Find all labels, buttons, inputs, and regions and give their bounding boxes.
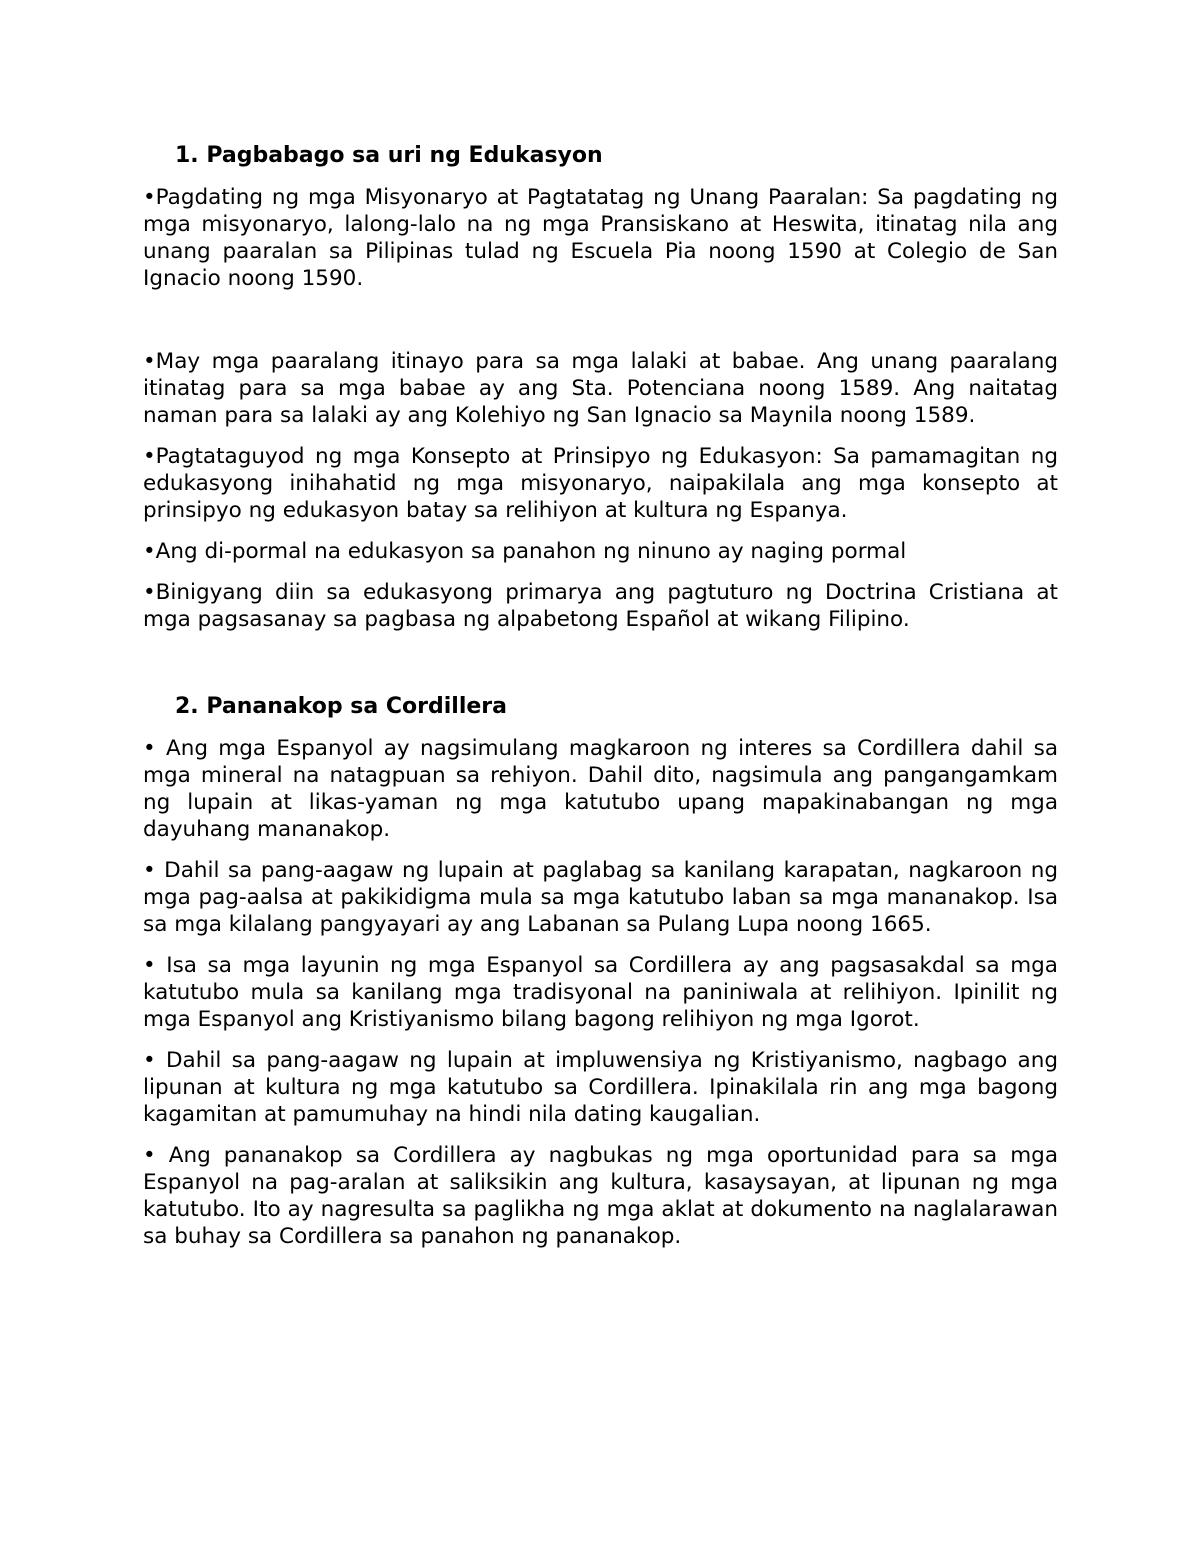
- section-2-paragraph-4: • Dahil sa pang-aagaw ng lupain at impluwensiya ng Kristiyanismo, nagbago ang lipunan at kultura ng mga katutubo sa Cordillera. Ipinakilala rin ang mga bagong kagamitan at pamumuhay na hindi nila dating kaugalian.: [143, 1048, 1058, 1127]
- spacer: [143, 647, 1058, 691]
- section-1-paragraph-1: •Pagdating ng mga Misyonaryo at Pagtatatag ng Unang Paaralan: Sa pagdating ng mga misyonaryo, lalong-lalo na ng mga Pransiskano at Heswita, itinatag nila ang unang paaralan sa Pilipinas tulad ng Escuela Pia noong 1590 at Colegio de San Ignacio noong 1590.: [143, 185, 1058, 291]
- section-1-paragraph-2: •May mga paaralang itinayo para sa mga lalaki at babae. Ang unang paaralang itinatag para sa mga babae ay ang Sta. Potenciana noong 1589. Ang naitatag naman para sa lalaki ay ang Kolehiyo ng San Ignacio sa Maynila noong 1589.: [143, 349, 1058, 428]
- section-2-paragraph-5: • Ang pananakop sa Cordillera ay nagbukas ng mga oportunidad para sa mga Espanyol na pag-aralan at saliksikin ang kultura, kasaysayan, at lipunan ng mga katutubo. Ito ay nagresulta sa paglikha ng mga aklat at dokumento na naglalarawan sa buhay sa Cordillera sa panahon ng pananakop.: [143, 1143, 1058, 1249]
- section-1-heading: 1. Pagbabago sa uri ng Edukasyon: [175, 143, 603, 168]
- section-1-paragraph-5: •Binigyang diin sa edukasyong primarya ang pagtuturo ng Doctrina Cristiana at mga pagsasanay sa pagbasa ng alpabetong Español at wikang Filipino.: [143, 580, 1058, 632]
- section-2-heading: 2. Pananakop sa Cordillera: [175, 694, 507, 719]
- section-1-paragraph-4: •Ang di-pormal na edukasyon sa panahon ng ninuno ay naging pormal: [143, 539, 907, 564]
- section-1-paragraph-3: •Pagtataguyod ng mga Konsepto at Prinsipyo ng Edukasyon: Sa pamamagitan ng edukasyong inihahatid ng mga misyonaryo, naipakilala ang mga konsepto at prinsipyo ng edukasyon batay sa relihiyon at kultura ng Espanya.: [143, 444, 1058, 523]
- document-page: [143, 140, 1058, 1264]
- section-2-paragraph-1: • Ang mga Espanyol ay nagsimulang magkaroon ng interes sa Cordillera dahil sa mga mineral na natagpuan sa rehiyon. Dahil dito, nagsimula ang pangangamkam ng lupain at likas-yaman ng mga katutubo upang mapakinabangan ng mga dayuhang mananakop.: [143, 736, 1058, 842]
- section-2-paragraph-3: • Isa sa mga layunin ng mga Espanyol sa Cordillera ay ang pagsasakdal sa mga katutubo mula sa kanilang mga tradisyonal na paniniwala at relihiyon. Ipinilit ng mga Espanyol ang Kristiyanismo bilang bagong relihiyon ng mga Igorot.: [143, 953, 1058, 1032]
- spacer: [143, 306, 1058, 348]
- section-2-paragraph-2: • Dahil sa pang-aagaw ng lupain at paglabag sa kanilang karapatan, nagkaroon ng mga pag-aalsa at pakikidigma mula sa mga katutubo laban sa mga mananakop. Isa sa mga kilalang pangyayari ay ang Labanan sa Pulang Lupa noong 1665.: [143, 858, 1058, 937]
